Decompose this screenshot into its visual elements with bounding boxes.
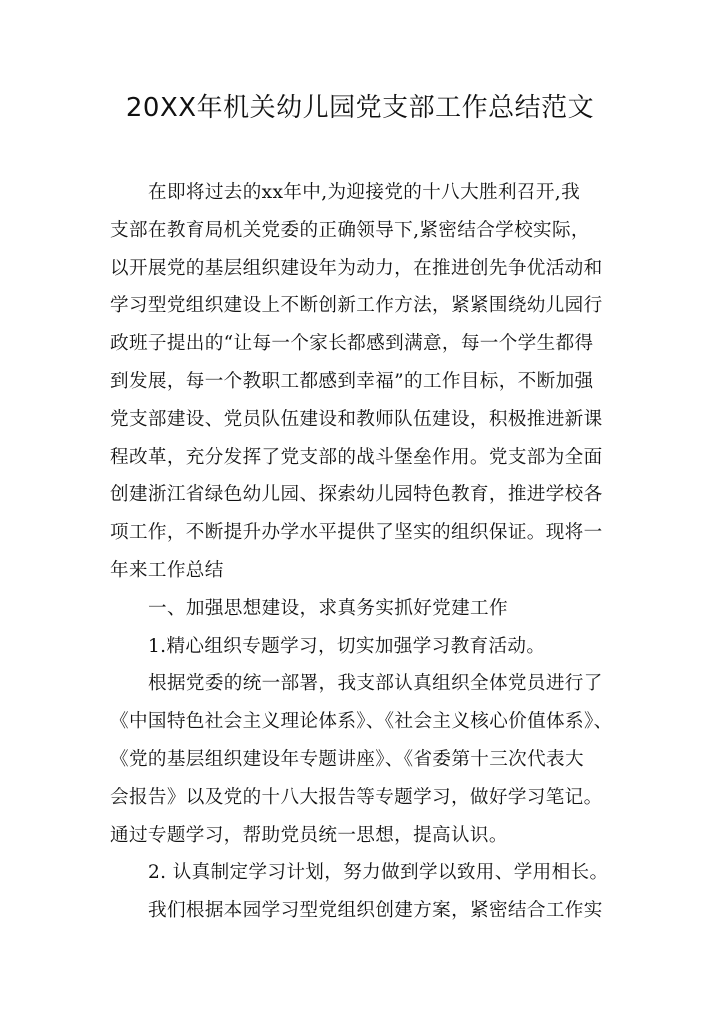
section-heading: 一、加强思想建设，求真务实抓好党建工作	[148, 597, 508, 619]
paragraph-line: 支部在教育局机关党委的正确领导下,紧密结合学校实际，	[110, 219, 590, 241]
paragraph-line: 创建浙江省绿色幼儿园、探索幼儿园特色教育，推进学校各	[110, 484, 603, 506]
document-body	[110, 174, 615, 930]
paragraph-line: 以开展党的基层组织建设年为动力，在推进创先争优活动和	[110, 257, 603, 279]
document-title: 20XX年机关幼儿园党支部工作总结范文	[125, 93, 595, 123]
paragraph-line: 我们根据本园学习型党组织创建方案，紧密结合工作实	[148, 900, 603, 922]
paragraph-line: 在即将过去的xx年中,为迎接党的十八大胜利召开,我	[148, 182, 581, 203]
paragraph-line: 项工作，不断提升办学水平提供了坚实的组织保证。现将一	[110, 522, 603, 544]
paragraph-line: 年来工作总结	[110, 559, 224, 581]
paragraph-line: 会报告》以及党的十八大报告等专题学习，做好学习笔记。	[110, 786, 603, 808]
subsection-heading: 2. 认真制定学习计划，努力做到学以致用、学用相长。	[148, 862, 609, 884]
paragraph-line: 程改革，充分发挥了党支部的战斗堡垒作用。党支部为全面	[110, 446, 603, 468]
paragraph-line: 《党的基层组织建设年专题讲座》、《省委第十三次代表大	[110, 748, 584, 770]
paragraph-line: 根据党委的统一部署，我支部认真组织全体党员进行了	[148, 673, 603, 695]
paragraph-line: 通过专题学习，帮助党员统一思想，提高认识。	[110, 824, 508, 846]
subsection-heading: 1.精心组织专题学习，切实加强学习教育活动。	[148, 635, 546, 657]
paragraph-line: 学习型党组织建设上不断创新工作方法，紧紧围绕幼儿园行	[110, 295, 603, 317]
paragraph-line: 《中国特色社会主义理论体系》、《社会主义核心价值体系》、	[110, 711, 613, 733]
paragraph-line: 政班子提出的“让每一个家长都感到满意，每一个学生都得	[110, 333, 594, 355]
paragraph-line: 党支部建设、党员队伍建设和教师队伍建设，积极推进新课	[110, 408, 603, 430]
paragraph-line: 到发展，每一个教职工都感到幸福”的工作目标，不断加强	[110, 370, 594, 392]
